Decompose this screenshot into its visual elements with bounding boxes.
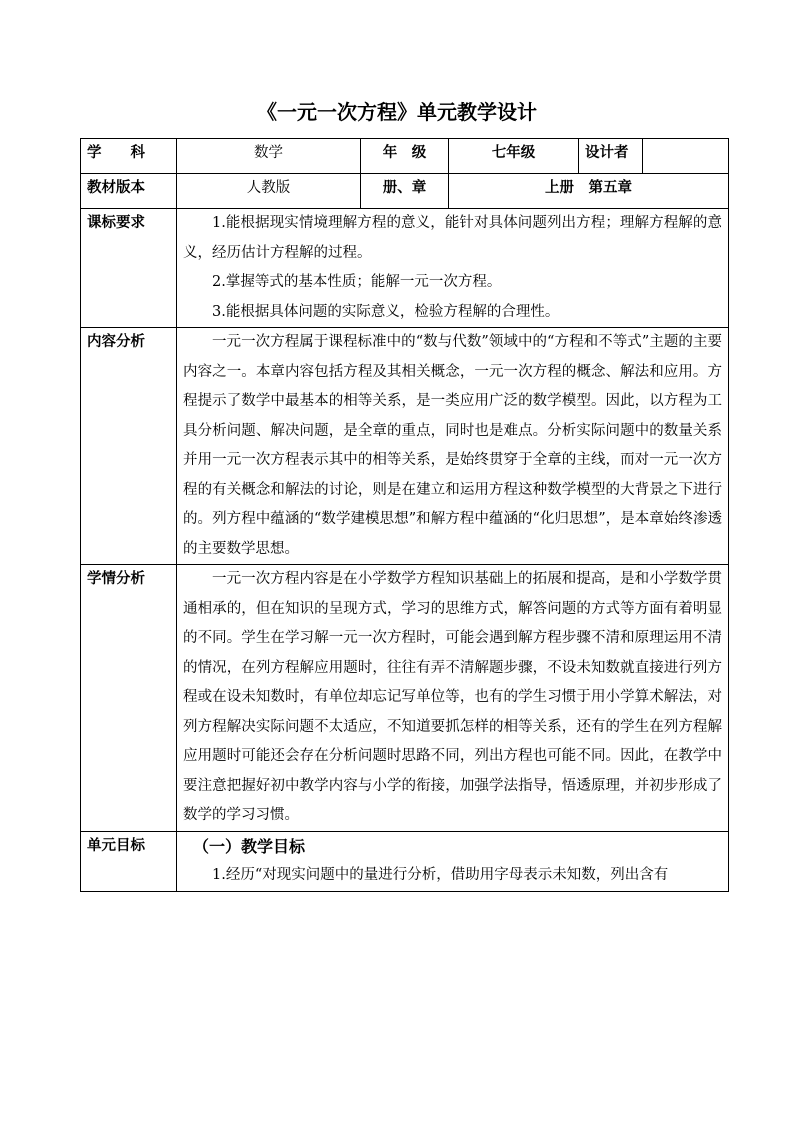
student-analysis-label: 学情分析 xyxy=(81,565,177,832)
designer-label: 设计者 xyxy=(579,139,643,174)
curriculum-item-1: 1.能根据现实情境理解方程的意义，能针对具体问题列出方程；理解方程解的意义，经历估计方程解的过程。 xyxy=(183,215,722,261)
content-analysis-cell xyxy=(177,328,729,565)
unit-goals-cell xyxy=(177,831,729,891)
curriculum-item-2: 2.掌握等式的基本性质；能解一元一次方程。 xyxy=(212,274,502,290)
content-analysis-label: 内容分析 xyxy=(81,328,177,565)
unit-goals-subheading: （一）教学目标 xyxy=(193,836,306,856)
student-analysis-row xyxy=(81,565,729,832)
info-row-edition xyxy=(81,174,729,209)
unit-goals-row xyxy=(81,831,729,891)
curriculum-content xyxy=(177,209,729,328)
unit-goals-item-1: 1.经历“对现实问题中的量进行分析，借助用字母表示未知数，列出含有 xyxy=(212,867,669,883)
student-analysis-cell xyxy=(177,565,729,832)
info-row-subject xyxy=(81,139,729,174)
curriculum-row xyxy=(81,209,729,328)
unit-goals-label: 单元目标 xyxy=(81,831,177,891)
subject-value: 数学 xyxy=(177,139,361,174)
content-analysis-text: 一元一次方程属于课程标准中的“数与代数”领域中的“方程和不等式”主题的主要内容之一。本章内容包括方程及其相关概念，一元一次方程的概念、解法和应用。方程提示了数学中最基本的相等关系，是一类应用广泛的数学模型。因此，以方程为工具分析问题、解决问题，是全章的重点，同时也是难点。分析实际问题中的数量关系并用一元一次方程表示其中的相等关系，是始终贯穿于全章的主线，而对一元一次方程的有关概念和解法的讨论，则是在建立和运用方程这种数学模型的大背景之下进行的。列方程中蕴涵的“数学建模思想”和解方程中蕴涵的“化归思想”，是本章始终渗透的主要数学思想。 xyxy=(183,334,722,557)
volume-label: 册、章 xyxy=(361,174,449,209)
grade-label: 年 级 xyxy=(361,139,449,174)
subject-label: 学 科 xyxy=(81,139,177,174)
designer-value xyxy=(643,139,729,174)
document-title: 《一元一次方程》单元教学设计 xyxy=(257,100,537,124)
student-analysis-text: 一元一次方程内容是在小学数学方程知识基础上的拓展和提高，是和小学数学贯通相承的，但在知识的呈现方式，学习的思维方式，解答问题的方式等方面有着明显的不同。学生在学习解一元一次方程时，可能会遇到解方程步骤不清和原理运用不清的情况，在列方程解应用题时，往往有弄不清解题步骤，不设未知数就直接进行列方程或在设未知数时，有单位却忘记写单位等，也有的学生习惯于用小学算术解法，对列方程解决实际问题不太适应，不知道要抓怎样的相等关系，还有的学生在列方程解应用题时可能还会存在分析问题时思路不同，列出方程也可能不同。因此，在教学中要注意把握好初中教学内容与小学的衔接，加强学法指导，悟透原理，并初步形成了数学的学习习惯。 xyxy=(183,571,722,823)
volume-value: 上册 第五章 xyxy=(449,174,729,209)
grade-value: 七年级 xyxy=(449,139,579,174)
curriculum-item-3: 3.能根据具体问题的实际意义，检验方程解的合理性。 xyxy=(212,303,560,320)
edition-value: 人教版 xyxy=(177,174,361,209)
edition-label: 教材版本 xyxy=(81,174,177,209)
content-analysis-row xyxy=(81,328,729,565)
curriculum-label: 课标要求 xyxy=(81,209,177,328)
design-table xyxy=(80,138,729,892)
